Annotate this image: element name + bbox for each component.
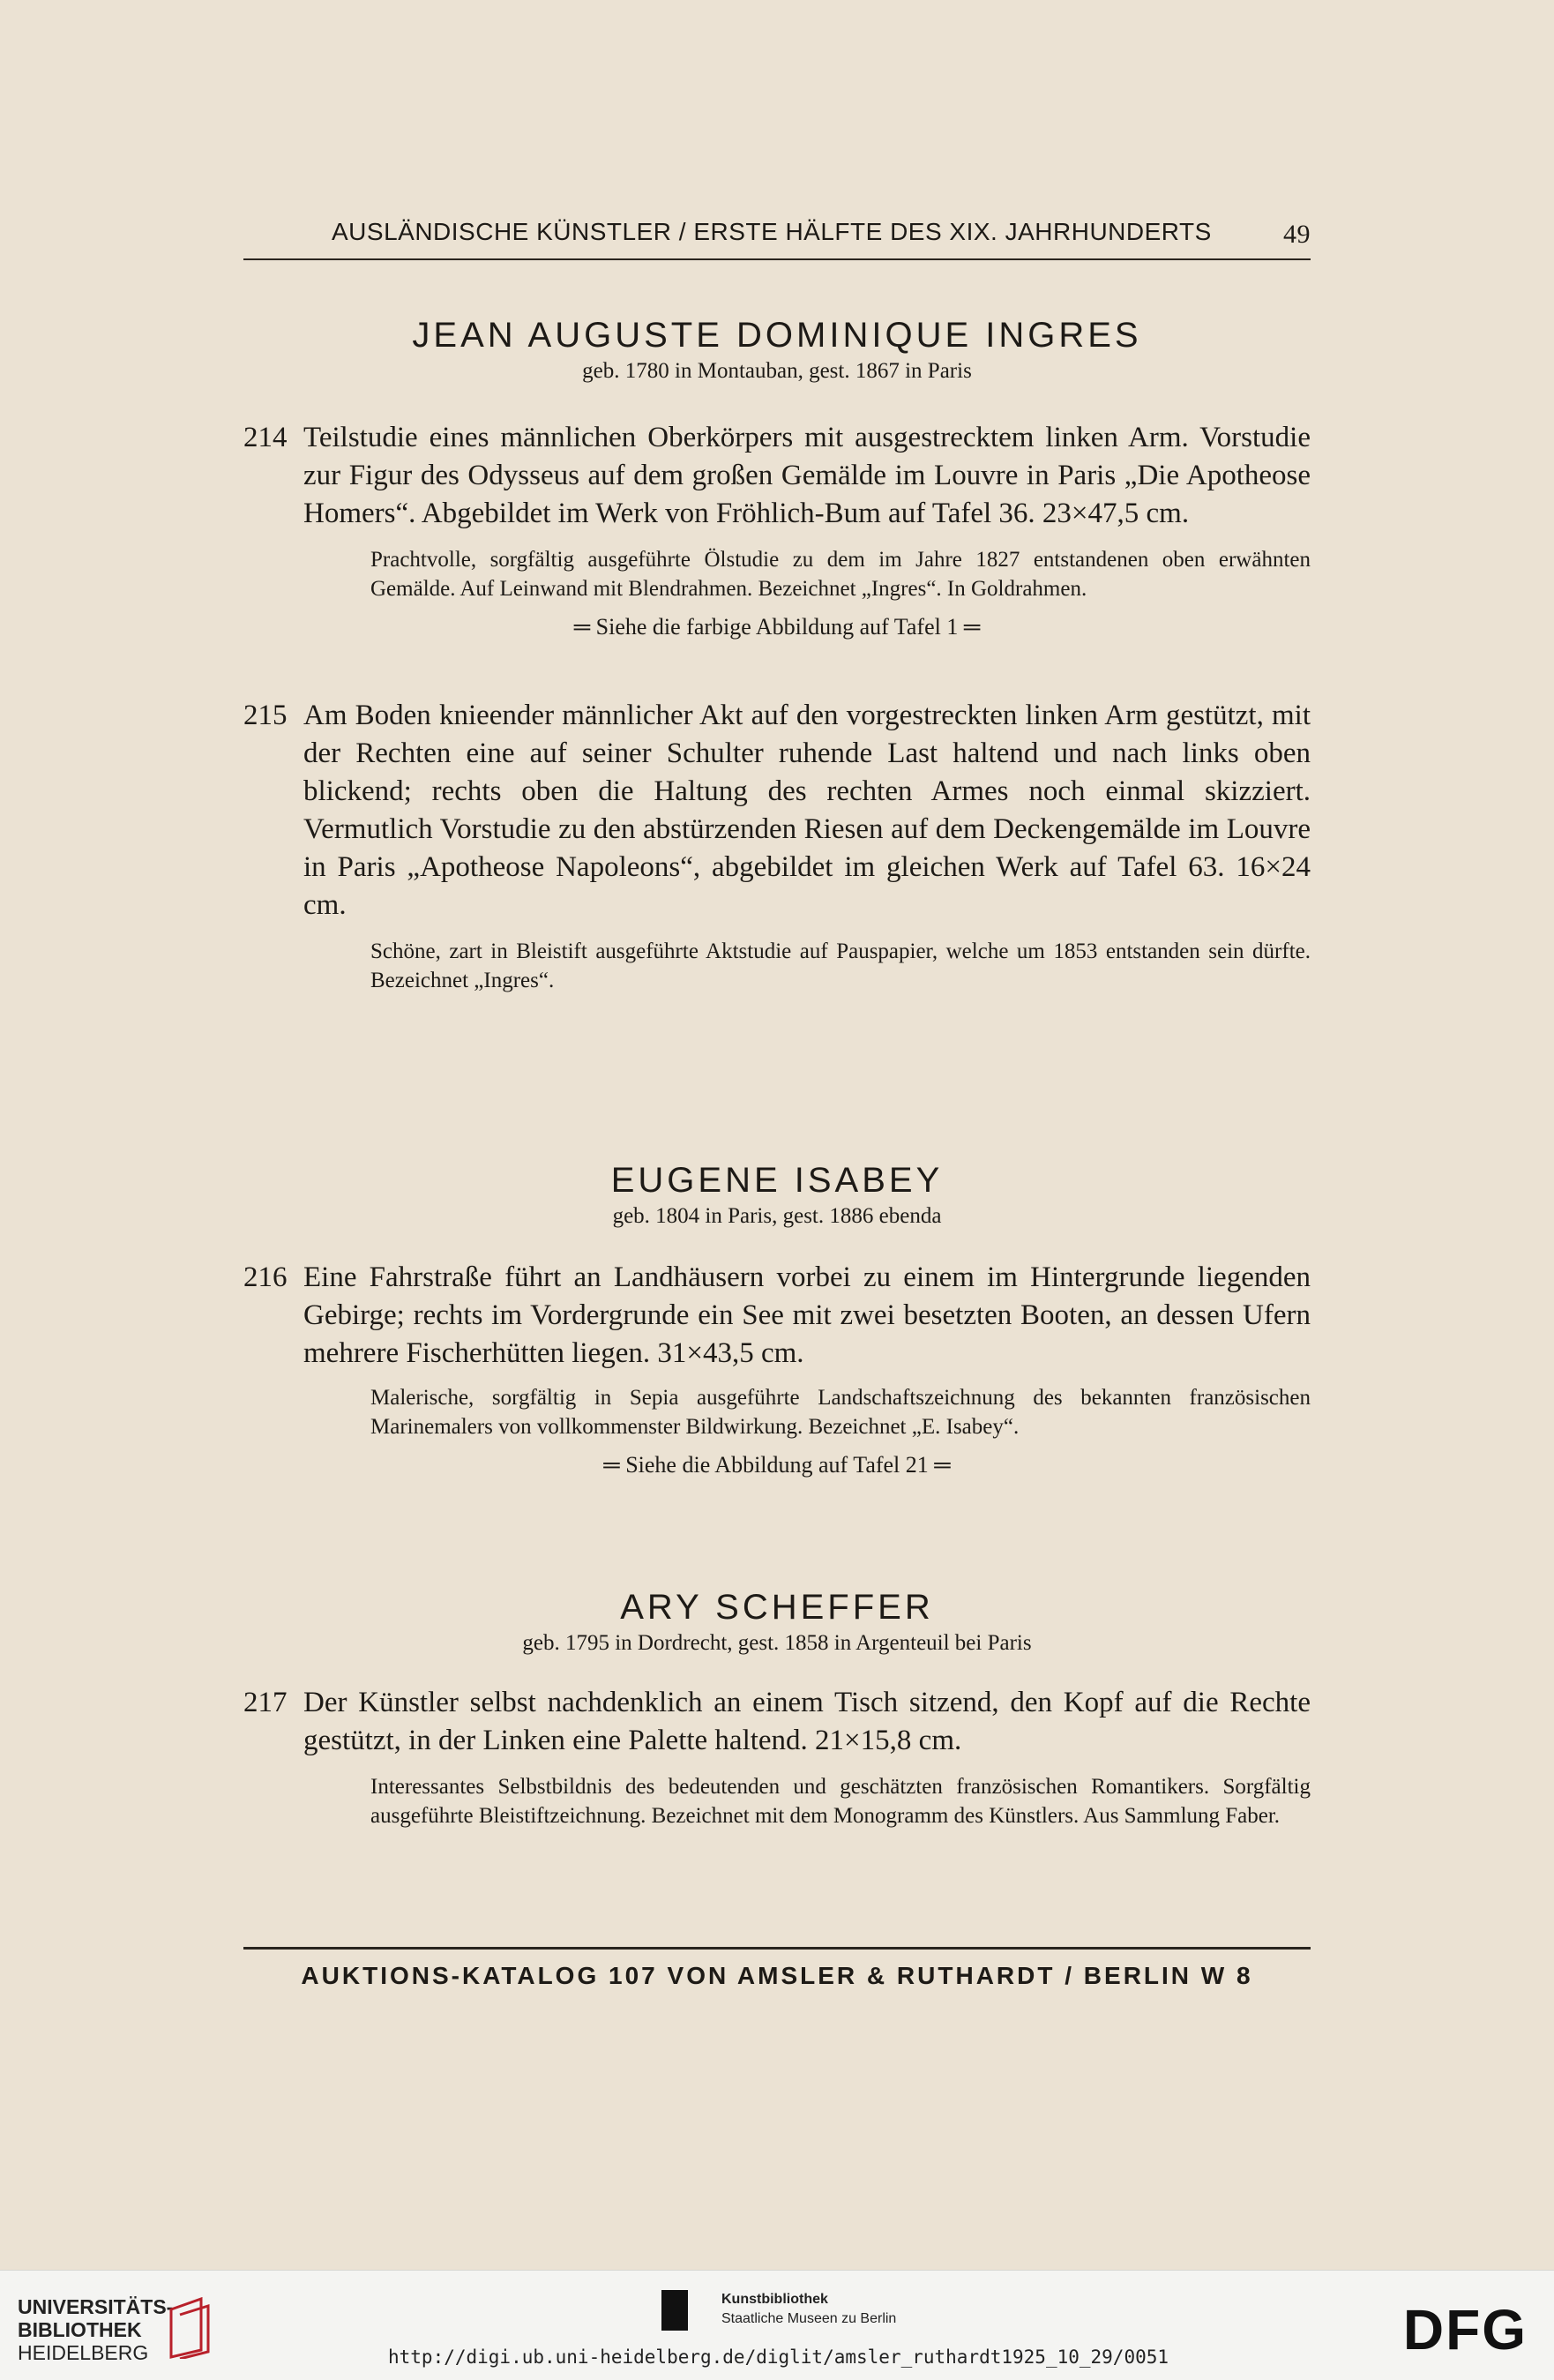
- artist-name: JEAN AUGUSTE DOMINIQUE INGRES: [412, 316, 1142, 355]
- section-scheffer: [243, 1588, 1311, 1830]
- catalog-entry-217: [243, 1684, 1311, 1760]
- catalog-entry-216: [243, 1259, 1311, 1373]
- permalink-url[interactable]: http://digi.ub.uni-heidelberg.de/diglit/amsler_ruthardt1925_10_29/0051: [388, 2346, 1169, 2368]
- entry-number: 216: [243, 1261, 288, 1293]
- artist-life-dates: geb. 1804 in Paris, gest. 1886 ebenda: [612, 1204, 942, 1228]
- page-number: 49: [1283, 220, 1311, 249]
- uni-line-2: BIBLIOTHEK: [18, 2318, 142, 2341]
- section-isabey: [243, 1161, 1311, 1478]
- entry-note: Malerische, sorgfältig in Sepia ausgeführte Landschaftszeichnung des bekannten französischen Marinemalers von vollkommenster Bildwirkung. Bezeichnet „E. Isabey“.: [370, 1386, 1311, 1439]
- running-title: AUSLÄNDISCHE KÜNSTLER / ERSTE HÄLFTE DES XIX. JAHRHUNDERTS: [332, 218, 1212, 245]
- entry-note: Interessantes Selbstbildnis des bedeutenden und geschätzten französischen Romantikers. Sorgfältig ausgeführte Bleistiftzeichnung. Bezeichnet mit dem Monogramm des Künstlers. Aus Sammlung Faber.: [370, 1775, 1311, 1828]
- artist-name: ARY SCHEFFER: [620, 1588, 934, 1627]
- university-library-name: [18, 2295, 173, 2364]
- entry-number: 215: [243, 700, 288, 731]
- catalog-entry-215: [243, 697, 1311, 924]
- kunstbibliothek-logo-icon: [661, 2290, 688, 2331]
- catalog-footer: AUKTIONS-KATALOG 107 VON AMSLER & RUTHARDT / BERLIN W 8: [243, 1947, 1311, 1990]
- kb-line-1: Kunstbibliothek: [721, 2292, 828, 2307]
- plate-reference: ═ Siehe die farbige Abbildung auf Tafel 1 ═: [573, 614, 981, 640]
- entry-note: Prachtvolle, sorgfältig ausgeführte Ölstudie zu dem im Jahre 1827 entstandenen oben erwähnten Gemälde. Auf Leinwand mit Blendrahmen. Bezeichnet „Ingres“. In Goldrahmen.: [370, 548, 1311, 601]
- uni-line-1: UNIVERSITÄTS-: [18, 2295, 174, 2318]
- university-logo-icon: [166, 2297, 213, 2359]
- entry-description: Teilstudie eines männlichen Oberkörpers mit ausgestrecktem linken Arm. Vorstudie zur Figur des Odysseus auf dem großen Gemälde im Louvre in Paris „Die Apotheose Homers“. Abgebildet im Werk von Fröhlich-Bum auf Tafel 36. 23×47,5 cm.: [303, 422, 1311, 529]
- digitization-banner: [0, 2270, 1554, 2380]
- dfg-logo: DFG: [1402, 2298, 1528, 2361]
- entry-description: Eine Fahrstraße führt an Landhäusern vorbei zu einem im Hintergrunde liegenden Gebirge; rechts im Vordergrunde ein See mit zwei besetzten Booten, an dessen Ufern mehrere Fischerhütten liegen. 31×43,5 cm.: [303, 1261, 1311, 1369]
- running-head: [243, 214, 1311, 260]
- catalog-entry-214: [243, 419, 1311, 533]
- artist-life-dates: geb. 1780 in Montauban, gest. 1867 in Paris: [582, 359, 972, 383]
- entry-description: Am Boden knieender männlicher Akt auf den vorgestreckten linken Arm gestützt, mit der Rechten eine auf seiner Schulter ruhende Last haltend und nach links oben blickend; rechts oben die Haltung des rechten Armes noch einmal skizziert. Vermutlich Vorstudie zu den abstürzenden Riesen auf dem Deckengemälde im Louvre in Paris „Apotheose Napoleons“, abgebildet im gleichen Werk auf Tafel 63. 16×24 cm.: [303, 700, 1311, 921]
- kunstbibliothek-name: [721, 2290, 896, 2329]
- artist-life-dates: geb. 1795 in Dordrecht, gest. 1858 in Argenteuil bei Paris: [522, 1631, 1032, 1655]
- entry-description: Der Künstler selbst nachdenklich an einem Tisch sitzend, den Kopf auf die Rechte gestützt, in der Linken eine Palette haltend. 21×15,8 cm.: [303, 1687, 1311, 1756]
- kb-line-2: Staatliche Museen zu Berlin: [721, 2311, 897, 2326]
- section-ingres: [243, 316, 1311, 995]
- entry-note: Schöne, zart in Bleistift ausgeführte Aktstudie auf Pauspapier, welche um 1853 entstanden sein dürfte. Bezeichnet „Ingres“.: [370, 939, 1311, 992]
- artist-name: EUGENE ISABEY: [610, 1161, 944, 1200]
- plate-reference: ═ Siehe die Abbildung auf Tafel 21 ═: [603, 1452, 951, 1478]
- entry-number: 214: [243, 422, 288, 453]
- uni-line-3: HEIDELBERG: [18, 2341, 149, 2364]
- entry-number: 217: [243, 1687, 288, 1718]
